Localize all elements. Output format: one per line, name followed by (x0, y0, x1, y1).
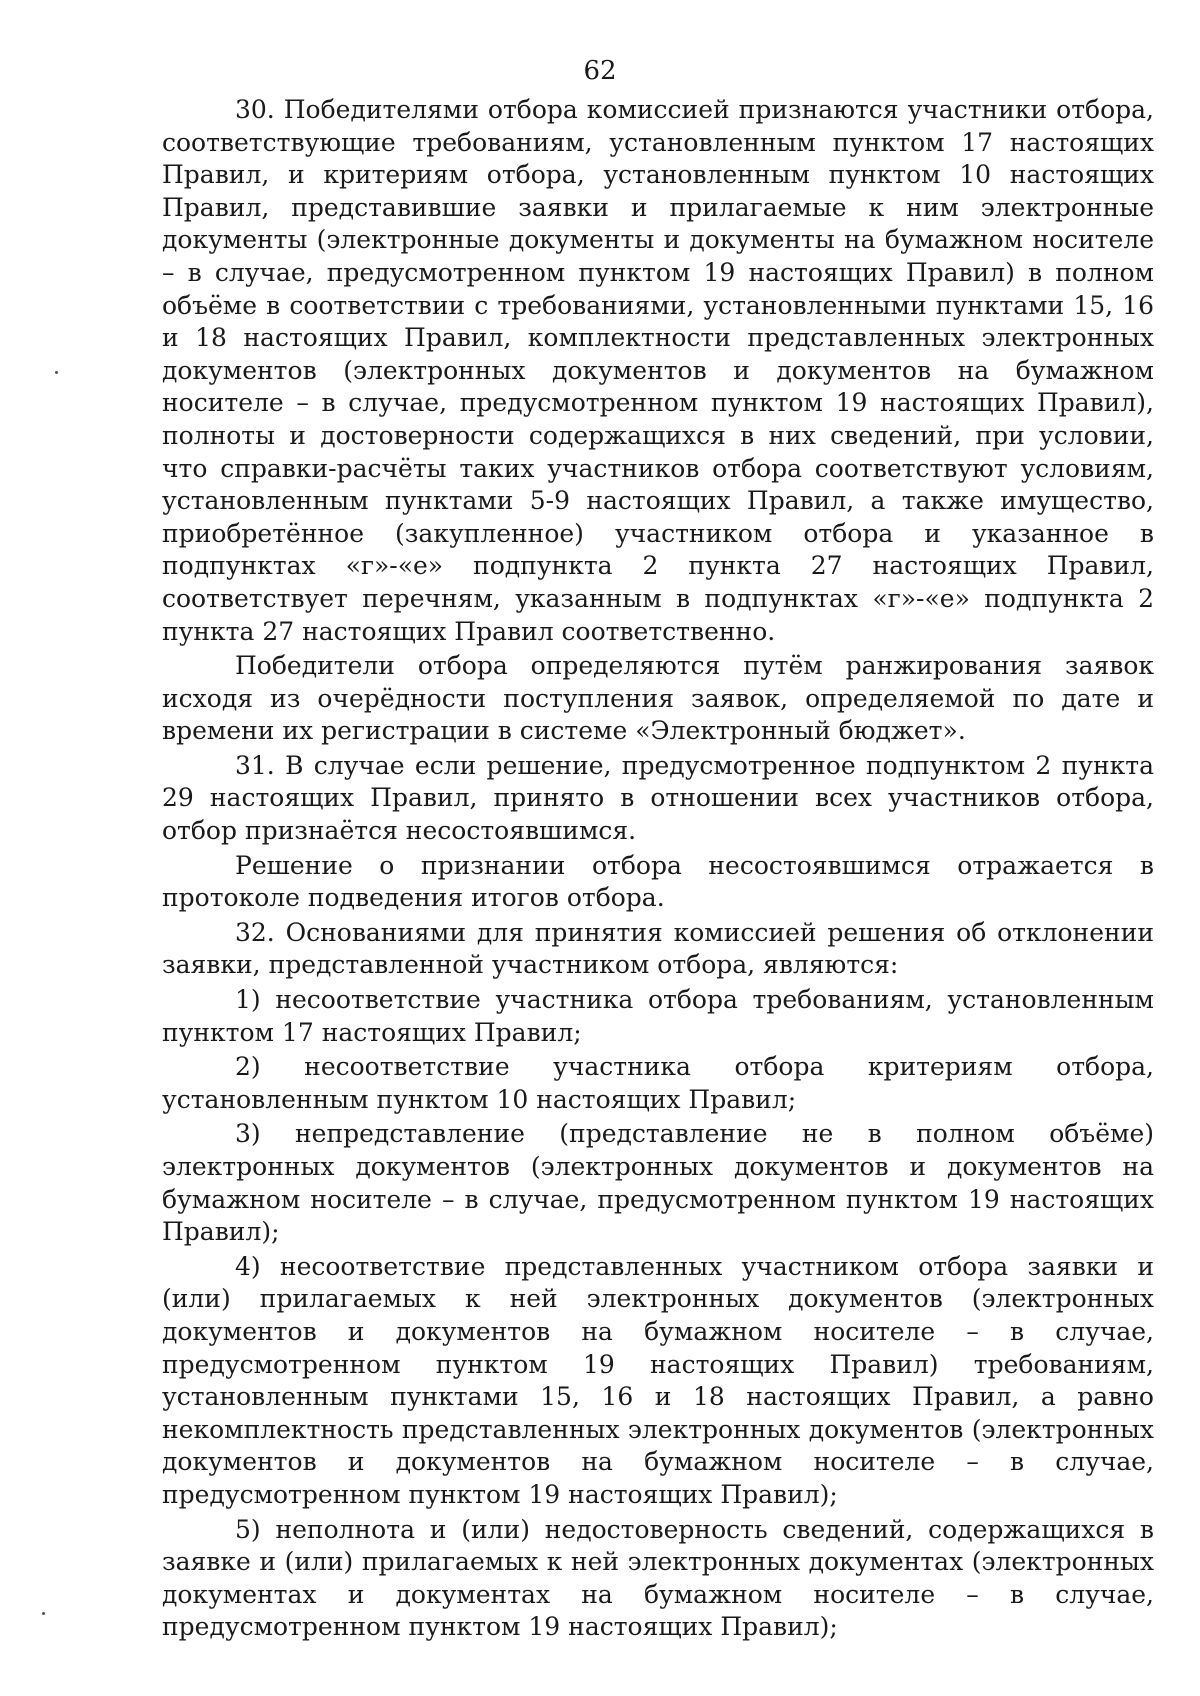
document-body (162, 94, 1154, 1644)
list-item-4: 4) несоответствие представленных участником отбора заявки и (или) прилагаемых к ней электронных документов (электронных документов и документов на бумажном носителе – в случае, предусмотренном пунктом 19 настоящих Правил) требованиям, установленным пунктами 15, 16 и 18 настоящих Правил, а равно некомплектность представленных электронных документов (электронных документов и документов на бумажном носителе – в случае, предусмотренном пунктом 19 настоящих Правил); (162, 1251, 1154, 1509)
page-number: 62 (583, 56, 617, 86)
paragraph-winners-ranking: Победители отбора определяются путём ранжирования заявок исходя из очерёдности поступления заявок, определяемой по дате и времени их регистрации в системе «Электронный бюджет». (162, 651, 1154, 746)
paragraph-failed-selection-protocol: Решение о признании отбора несостоявшимся отражается в протоколе подведения итогов отбора. (162, 850, 1154, 913)
paragraph-30: 30. Победителями отбора комиссией признаются участники отбора, соответствующие требованиям, установленным пунктом 17 настоящих Правил, и критериям отбора, установленным пунктом 10 настоящих Правил, представившие заявки и прилагаемые к ним электронные документы (электронные документы и документы на бумажном носителе – в случае, предусмотренном пунктом 19 настоящих Правил) в полном объёме в соответствии с требованиями, установленными пунктами 15, 16 и 18 настоящих Правил, комплектности представленных электронных документов (электронных документов и документов на бумажном носителе – в случае, предусмотренном пунктом 19 настоящих Правил), полноты и достоверности содержащихся в них сведений, при условии, что справки-расчёты таких участников отбора соответствуют условиям, установленным пунктами 5-9 настоящих Правил, а также имущество, приобретённое (закупленное) участником отбора и указанное в подпунктах «г»-«е» подпункта 2 пункта 27 настоящих Правил, соответствует перечням, указанным в подпунктах «г»-«е» подпункта 2 пункта 27 настоящих Правил соответственно. (162, 95, 1154, 646)
paragraph-31: 31. В случае если решение, предусмотренное подпунктом 2 пункта 29 настоящих Правил, принято в отношении всех участников отбора, отбор признаётся несостоявшимся. (162, 750, 1154, 846)
list-item-3: 3) непредставление (представление не в полном объёме) электронных документов (электронных документов и документов на бумажном носителе – в случае, предусмотренном пунктом 19 настоящих Правил); (162, 1119, 1154, 1247)
paragraph-32: 32. Основаниями для принятия комиссией решения об отклонении заявки, представленной участником отбора, являются: (162, 917, 1154, 980)
list-item-2: 2) несоответствие участника отбора критериям отбора, установленным пунктом 10 настоящих Правил; (162, 1052, 1154, 1114)
list-item-5: 5) неполнота и (или) недостоверность сведений, содержащихся в заявке и (или) прилагаемых к ней электронных документах (электронных документах и документах на бумажном носителе – в случае, предусмотренном пунктом 19 настоящих Правил); (162, 1514, 1154, 1642)
list-item-1: 1) несоответствие участника отбора требованиям, установленным пунктом 17 настоящих Правил; (162, 985, 1154, 1047)
scan-speck (55, 371, 58, 374)
scan-speck (42, 1612, 45, 1615)
